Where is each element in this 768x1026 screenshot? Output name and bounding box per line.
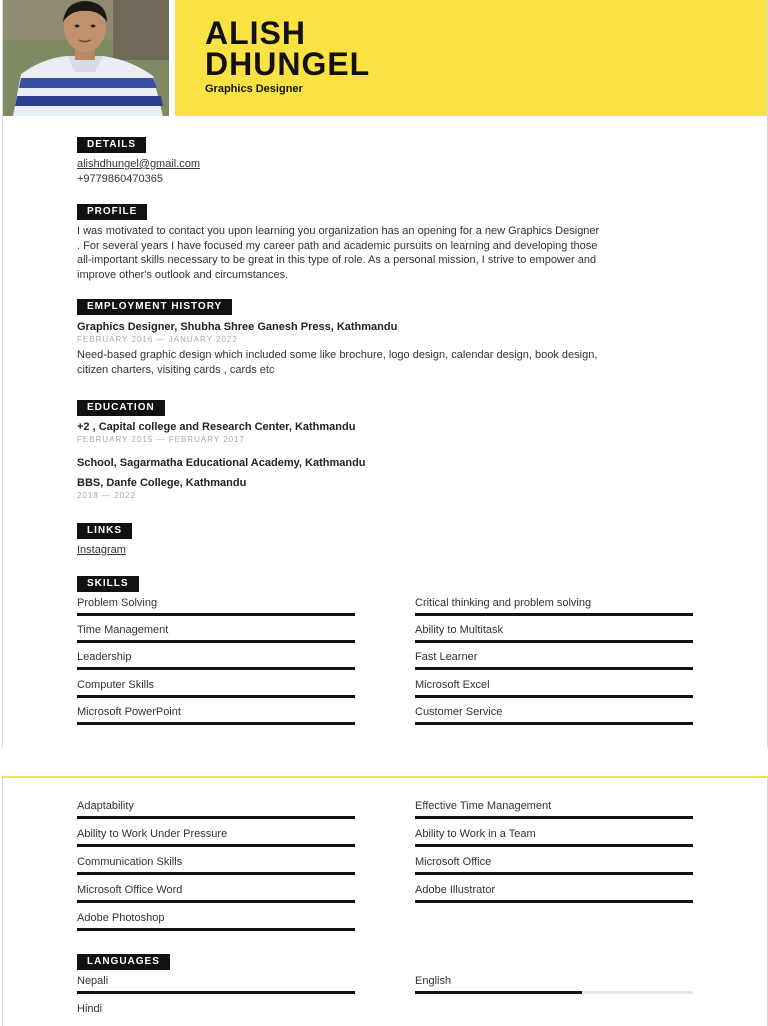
skill-level-fill — [415, 667, 693, 670]
skill-label: Ability to Work Under Pressure — [77, 828, 228, 840]
employment-description — [77, 348, 697, 377]
skill-item — [415, 799, 693, 819]
skill-item — [415, 827, 693, 847]
skill-item — [415, 678, 693, 698]
skill-item — [77, 911, 355, 931]
skill-level-bar — [77, 928, 355, 931]
employment-heading: EMPLOYMENT HISTORY — [77, 299, 232, 315]
language-level-bar — [415, 991, 693, 994]
skill-level-fill — [77, 900, 355, 903]
profile-line: all-important skills necessary to be great in this type of role. As a personal mission, I strive to empower and — [77, 254, 597, 266]
skill-level-bar — [415, 640, 693, 643]
skill-label: Critical thinking and problem solving — [415, 597, 592, 609]
skill-level-bar — [415, 872, 693, 875]
skill-level-bar — [415, 844, 693, 847]
skills-heading: SKILLS — [77, 576, 139, 592]
skill-level-bar — [77, 667, 355, 670]
employment-desc-line: Need-based graphic design which included some like brochure, logo design, calendar design, book design, — [77, 349, 598, 361]
resume-page-1 — [2, 0, 768, 748]
education-item-title: +2 , Capital college and Research Center, Kathmandu — [77, 421, 356, 433]
skill-level-fill — [77, 844, 355, 847]
skill-item — [77, 883, 355, 903]
skill-item — [415, 883, 693, 903]
language-label: English — [415, 975, 452, 987]
skill-item — [415, 623, 693, 643]
skill-level-bar — [415, 900, 693, 903]
job-title: Graphics Designer — [205, 83, 303, 95]
profile-heading: PROFILE — [77, 204, 147, 220]
education-item-title: BBS, Danfe College, Kathmandu — [77, 477, 247, 489]
skill-item — [77, 799, 355, 819]
details-heading: DETAILS — [77, 137, 146, 153]
language-item — [77, 1002, 355, 1016]
skill-level-fill — [77, 613, 355, 616]
skill-level-fill — [415, 816, 693, 819]
skill-label: Communication Skills — [77, 856, 183, 868]
skill-level-fill — [77, 872, 355, 875]
skill-item — [77, 827, 355, 847]
skill-label: Customer Service — [415, 706, 503, 718]
language-level-bar — [77, 991, 355, 994]
skill-label: Microsoft Office Word — [77, 884, 183, 896]
education-heading: EDUCATION — [77, 400, 165, 416]
skill-label: Effective Time Management — [415, 800, 552, 812]
skill-item — [77, 596, 355, 616]
skill-label: Adobe Photoshop — [77, 912, 165, 924]
skill-label: Time Management — [77, 624, 169, 636]
skill-level-bar — [77, 900, 355, 903]
skill-label: Ability to Multitask — [415, 624, 504, 636]
skill-level-bar — [415, 722, 693, 725]
candidate-name — [205, 15, 371, 82]
skill-item — [415, 596, 693, 616]
instagram-link[interactable]: Instagram — [77, 544, 126, 556]
language-label: Hindi — [77, 1003, 103, 1015]
skill-level-fill — [415, 900, 693, 903]
skill-level-fill — [415, 722, 693, 725]
profile-line: I was motivated to contact you upon learning you organization has an opening for a new Graphics Designer — [77, 225, 600, 237]
language-level-fill — [77, 991, 355, 994]
skill-level-bar — [77, 613, 355, 616]
skill-level-bar — [415, 695, 693, 698]
education-item-title: School, Sagarmatha Educational Academy, Kathmandu — [77, 457, 366, 469]
skill-item — [415, 855, 693, 875]
profile-line: improve other's outlook and circumstances. — [77, 268, 289, 281]
skill-label: Problem Solving — [77, 597, 158, 609]
skill-level-bar — [415, 613, 693, 616]
languages-heading: LANGUAGES — [77, 954, 170, 970]
skill-level-bar — [415, 816, 693, 819]
skill-level-fill — [77, 640, 355, 643]
skill-label: Adobe Illustrator — [415, 884, 496, 896]
skill-level-fill — [77, 816, 355, 819]
skill-level-bar — [77, 640, 355, 643]
skill-label: Microsoft Excel — [415, 679, 490, 691]
skill-item — [415, 650, 693, 670]
skill-level-fill — [77, 667, 355, 670]
education-item-dates: 2018 — 2022 — [77, 491, 137, 500]
skill-level-bar — [77, 695, 355, 698]
skill-level-fill — [77, 695, 355, 698]
language-label: Nepali — [77, 975, 109, 987]
skill-label: Fast Learner — [415, 651, 478, 663]
skill-item — [77, 855, 355, 875]
skill-level-bar — [77, 844, 355, 847]
email-link[interactable]: alishdhungel@gmail.com — [77, 158, 201, 170]
skill-label: Leadership — [77, 651, 132, 663]
skill-level-fill — [415, 695, 693, 698]
first-name: ALISH — [205, 15, 306, 51]
skill-level-bar — [415, 667, 693, 670]
employment-job-title: Graphics Designer, Shubha Shree Ganesh Press, Kathmandu — [77, 321, 398, 333]
skill-item — [77, 623, 355, 643]
skill-item — [77, 705, 355, 725]
links-heading: LINKS — [77, 523, 132, 539]
page-break — [0, 748, 768, 776]
skill-label: Microsoft Office — [415, 856, 492, 868]
profile-paragraph — [77, 224, 697, 282]
employment-dates: FEBRUARY 2016 — JANUARY 2022 — [77, 335, 238, 344]
name-banner — [175, 0, 767, 116]
skill-label: Ability to Work in a Team — [415, 828, 536, 840]
profile-photo — [3, 0, 169, 116]
language-level-fill — [415, 991, 582, 994]
skill-label: Adaptability — [77, 800, 134, 812]
language-item — [77, 974, 355, 994]
phone-number: +9779860470365 — [77, 173, 163, 185]
resume-header — [3, 0, 767, 116]
skill-level-fill — [77, 722, 355, 725]
employment-desc-line: citizen charters, visiting cards , cards etc — [77, 363, 275, 376]
last-name: DHUNGEL — [205, 46, 371, 82]
skill-item — [77, 678, 355, 698]
skill-label: Microsoft PowerPoint — [77, 706, 181, 718]
skill-item — [77, 650, 355, 670]
education-item-dates: FEBRUARY 2015 — FEBRUARY 2017 — [77, 435, 246, 444]
skill-level-fill — [77, 928, 355, 931]
language-item — [415, 974, 693, 994]
skill-item — [415, 705, 693, 725]
skill-label: Computer Skills — [77, 679, 155, 691]
resume-page-2 — [2, 776, 768, 1026]
skill-level-fill — [415, 613, 693, 616]
profile-line: . For several years I have focused my career path and academic pursuits on learning and developing those — [77, 239, 598, 252]
skill-level-bar — [77, 816, 355, 819]
skill-level-bar — [77, 722, 355, 725]
skill-level-bar — [77, 872, 355, 875]
skill-level-fill — [415, 872, 693, 875]
skill-level-fill — [415, 844, 693, 847]
skill-level-fill — [415, 640, 693, 643]
